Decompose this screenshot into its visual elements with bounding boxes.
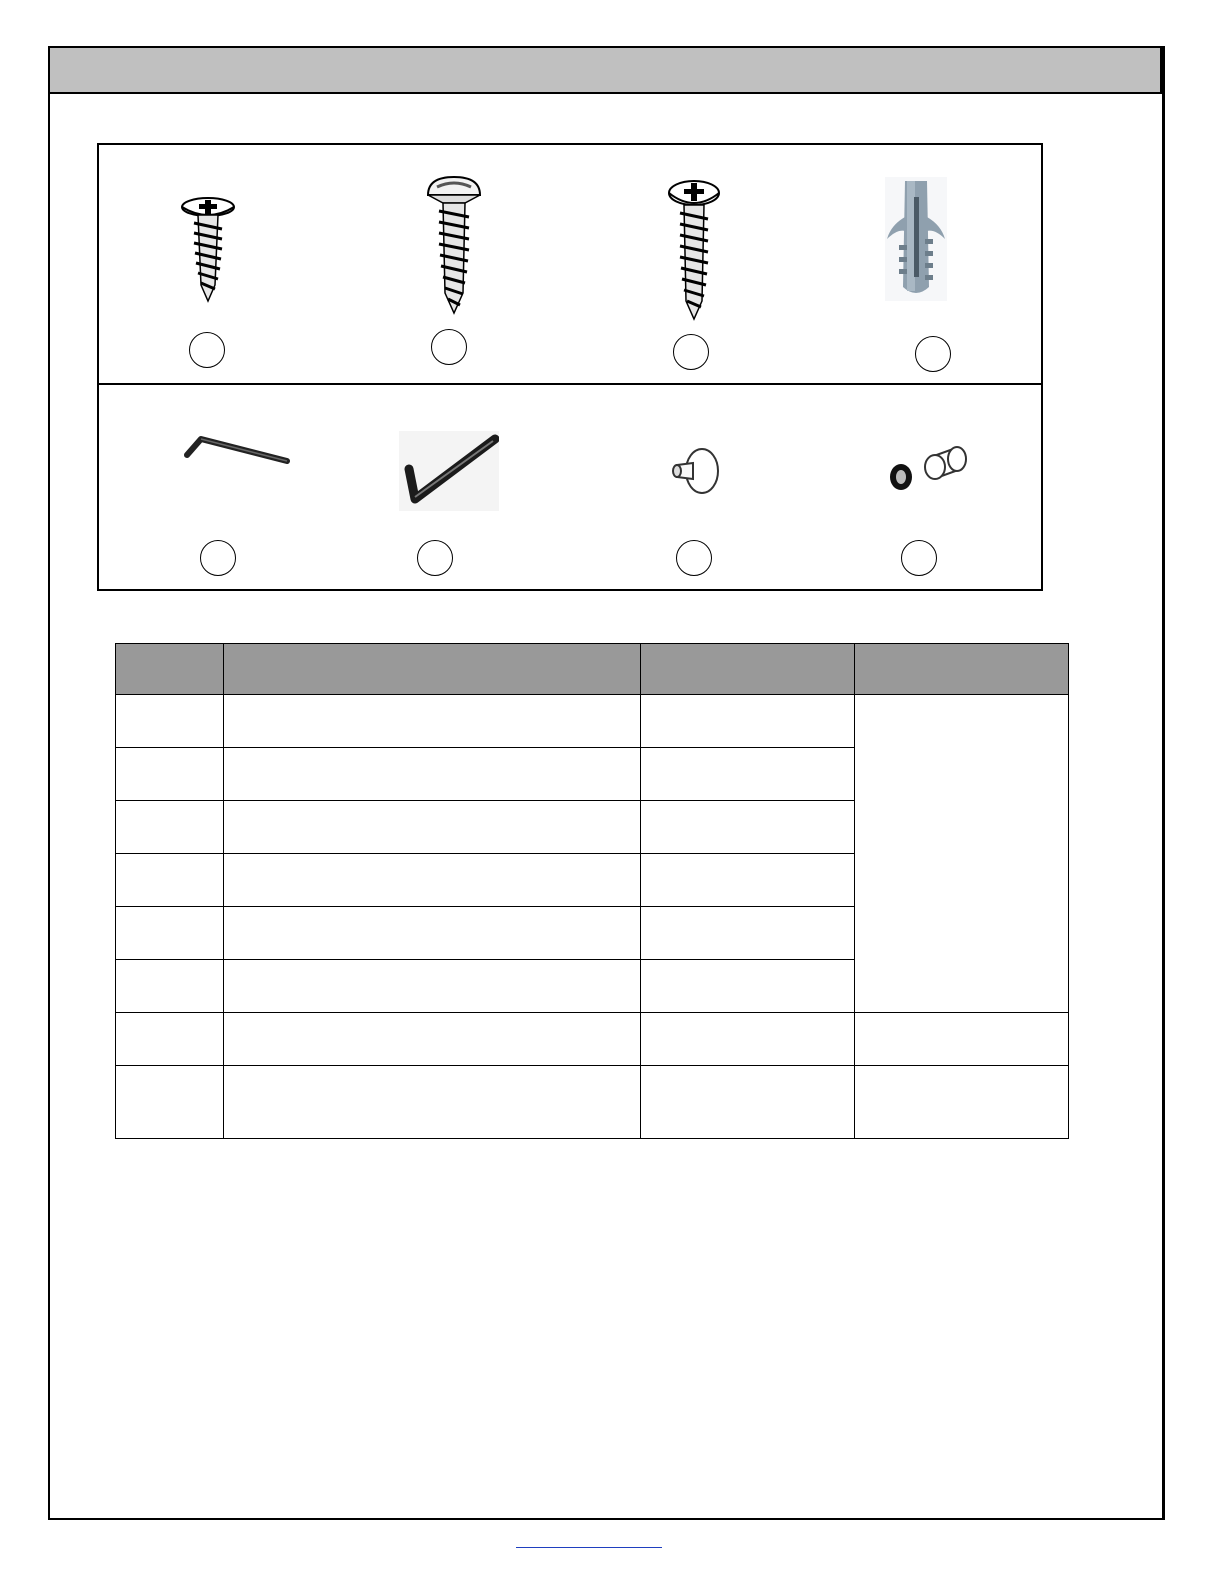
cell-part-id — [116, 801, 224, 854]
section-header-bar — [50, 48, 1163, 94]
cell-description — [223, 854, 641, 907]
nut-and-sleeve-icon — [883, 441, 973, 499]
cell-description — [223, 1066, 641, 1139]
part-label-circle — [417, 540, 453, 576]
cell-quantity — [641, 748, 855, 801]
part-label-circle — [676, 540, 712, 576]
cell-quantity — [641, 960, 855, 1013]
cell-quantity — [641, 907, 855, 960]
cell-part-id — [116, 960, 224, 1013]
table-row — [116, 1013, 1069, 1066]
header-note — [855, 644, 1069, 695]
cell-note — [855, 1066, 1069, 1139]
cell-part-id — [116, 854, 224, 907]
cell-quantity — [641, 1013, 855, 1066]
cell-part-id — [116, 907, 224, 960]
cell-description — [223, 960, 641, 1013]
cell-description — [223, 1013, 641, 1066]
table-header-row — [116, 644, 1069, 695]
cell-quantity — [641, 1066, 855, 1139]
cell-part-id — [116, 1013, 224, 1066]
parts-table — [115, 643, 1069, 1139]
part-label-circle — [915, 336, 951, 372]
flat-head-screw-short-icon — [179, 193, 237, 305]
footer-link[interactable] — [516, 1528, 662, 1548]
part-label-circle — [431, 329, 467, 365]
table-row — [116, 1066, 1069, 1139]
cell-part-id — [116, 748, 224, 801]
cell-part-id — [116, 695, 224, 748]
part-label-circle — [200, 540, 236, 576]
part-label-circle — [673, 334, 709, 370]
cell-description — [223, 907, 641, 960]
flat-head-screw-long-icon — [665, 177, 723, 323]
cell-quantity — [641, 801, 855, 854]
hex-key-large-icon — [399, 431, 499, 511]
wall-anchor-icon — [885, 177, 947, 301]
panel-divider — [99, 383, 1041, 385]
header-description — [223, 644, 641, 695]
header-quantity — [641, 644, 855, 695]
hex-key-small-icon — [181, 431, 291, 471]
cell-description — [223, 801, 641, 854]
cell-description — [223, 695, 641, 748]
part-label-circle — [189, 332, 225, 368]
table-row — [116, 695, 1069, 748]
header-part-id — [116, 644, 224, 695]
screw-cap-icon — [669, 445, 723, 497]
cell-note — [855, 1013, 1069, 1066]
cell-description — [223, 748, 641, 801]
hardware-panel — [97, 143, 1043, 591]
part-label-circle — [901, 540, 937, 576]
cell-merged-note — [855, 695, 1069, 1013]
oval-head-screw-icon — [425, 175, 483, 317]
cell-quantity — [641, 854, 855, 907]
cell-part-id — [116, 1066, 224, 1139]
cell-quantity — [641, 695, 855, 748]
